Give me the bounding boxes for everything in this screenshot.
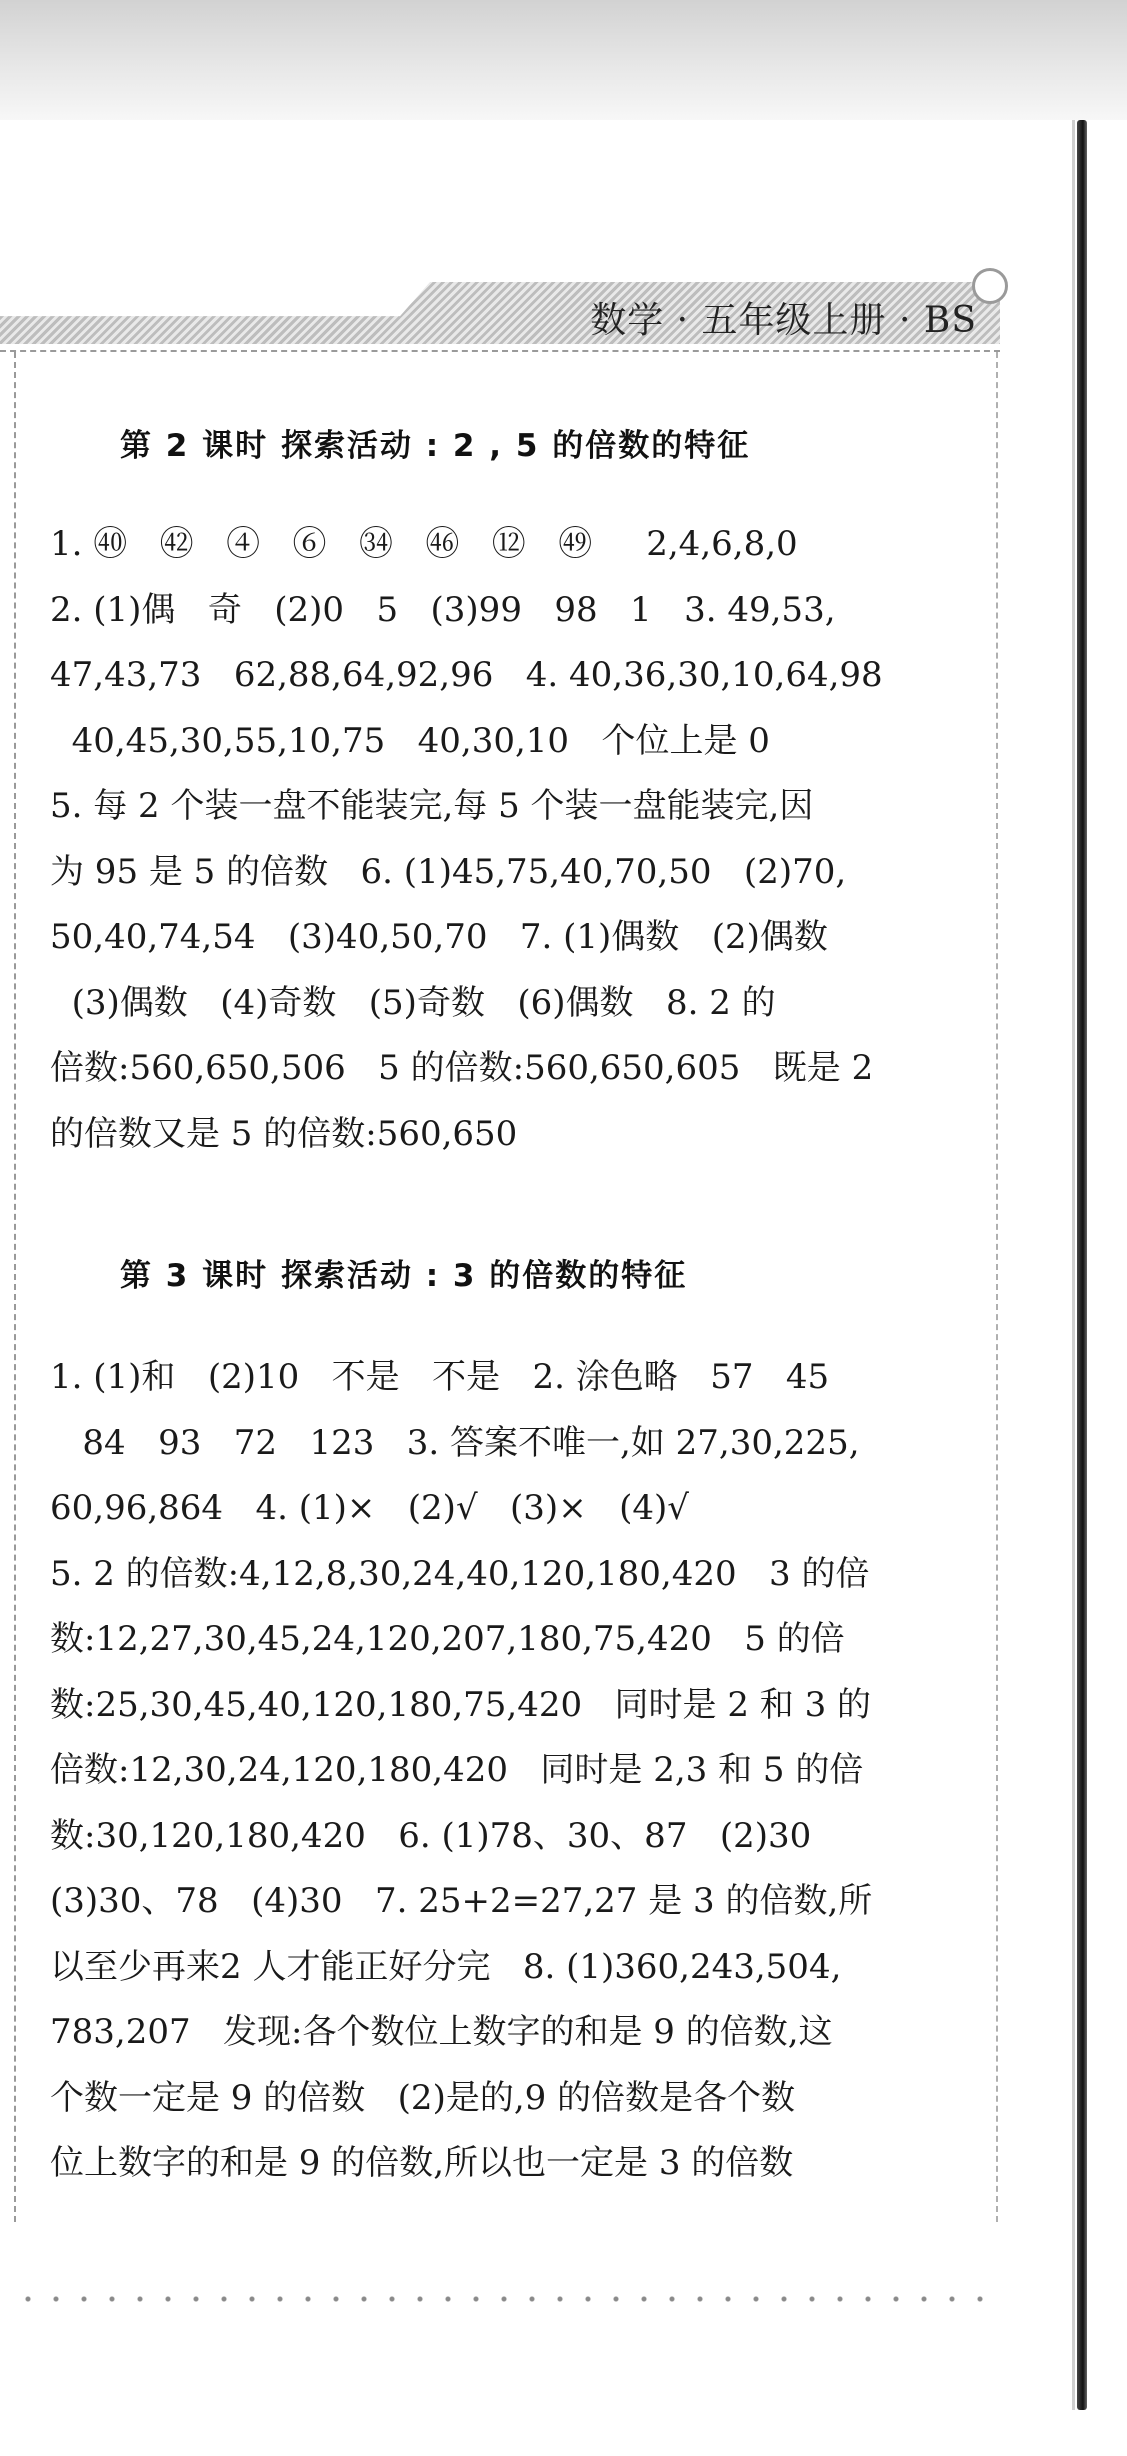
answer-line: 1. (1)和 (2)10 不是 不是 2. 涂色略 57 45	[50, 1357, 830, 1397]
answer-line: 为 95 是 5 的倍数 6. (1)45,75,40,70,50 (2)70,	[50, 851, 847, 892]
section-title-lesson-3: 第 3 课时 探索活动 : 3 的倍数的特征	[120, 1258, 688, 1294]
answer-line: 位上数字的和是 9 的倍数,所以也一定是 3 的倍数	[50, 2143, 794, 2183]
dotted-border-bottom	[14, 2292, 994, 2306]
header-circle-ornament	[972, 268, 1008, 304]
section-body-lesson-3	[50, 1345, 995, 2197]
book-spine-edge	[1072, 120, 1075, 2410]
answer-line: 数:30,120,180,420 6. (1)78、30、87 (2)30	[50, 1815, 812, 1856]
answer-line: 40,45,30,55,10,75 40,30,10 个位上是 0	[50, 720, 770, 761]
answer-line: 的倍数又是 5 的倍数:560,650	[50, 1113, 518, 1154]
answer-line: 以至少再来2 人才能正好分完 8. (1)360,243,504,	[50, 1946, 842, 1987]
answer-line: 数:12,27,30,45,24,120,207,180,75,420 5 的倍	[50, 1619, 845, 1659]
answer-line: 倍数:560,650,506 5 的倍数:560,650,605 既是 2	[50, 1048, 874, 1088]
dashed-border-left	[14, 352, 16, 2222]
dashed-border-right	[996, 352, 998, 2222]
answer-line: 2. (1)偶 奇 (2)0 5 (3)99 98 1 3. 49,53,	[50, 589, 836, 630]
answer-line: 个数一定是 9 的倍数 (2)是的,9 的倍数是各个数	[50, 2077, 796, 2118]
answer-line: 5. 每 2 个装一盘不能装完,每 5 个装一盘能装完,因	[50, 786, 814, 826]
answer-line: 783,207 发现:各个数位上数字的和是 9 的倍数,这	[50, 2012, 833, 2052]
answer-line: 60,96,864 4. (1)× (2)√ (3)× (4)√	[50, 1488, 689, 1528]
answer-line: 5. 2 的倍数:4,12,8,30,24,40,120,180,420 3 的倍	[50, 1553, 870, 1594]
book-spine	[1077, 120, 1087, 2410]
section-title-lesson-2: 第 2 课时 探索活动 : 2 , 5 的倍数的特征	[120, 428, 751, 464]
answer-line: (3)30、78 (4)30 7. 25+2=27,27 是 3 的倍数,所	[50, 1881, 873, 1921]
dashed-border-top	[0, 350, 1000, 352]
page-top-shadow	[0, 0, 1127, 120]
header-title: 数学 · 五年级上册 · BS	[590, 300, 977, 341]
answer-line: (3)偶数 (4)奇数 (5)奇数 (6)偶数 8. 2 的	[50, 982, 776, 1023]
answer-line: 数:25,30,45,40,120,180,75,420 同时是 2 和 3 的	[50, 1684, 872, 1725]
answer-line: 84 93 72 123 3. 答案不唯一,如 27,30,225,	[50, 1422, 860, 1463]
answer-line: 50,40,74,54 (3)40,50,70 7. (1)偶数 (2)偶数	[50, 917, 828, 957]
section-body-lesson-2	[50, 512, 995, 1167]
answer-line: 1. ㊵ ㊷ ④ ⑥ ㉞ ㊻ ⑫ ㊾ 2,4,6,8,0	[50, 524, 798, 564]
answer-line: 倍数:12,30,24,120,180,420 同时是 2,3 和 5 的倍	[50, 1750, 864, 1790]
answer-line: 47,43,73 62,88,64,92,96 4. 40,36,30,10,64,98	[50, 655, 883, 695]
